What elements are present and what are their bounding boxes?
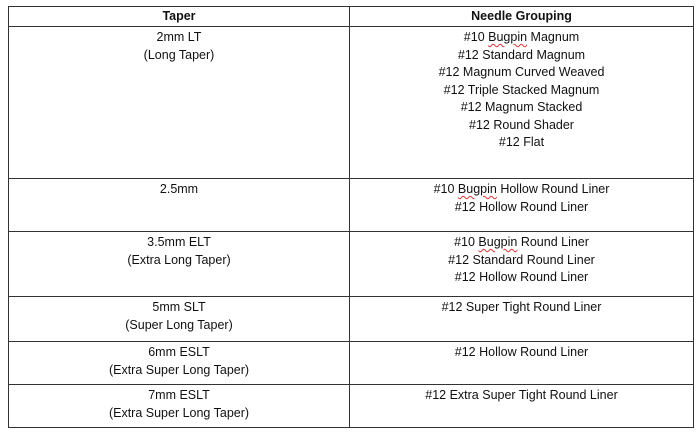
taper-description: (Extra Long Taper) <box>127 252 231 267</box>
taper-needle-table <box>8 6 694 428</box>
table-row <box>9 385 694 428</box>
taper-size: 3.5mm ELT <box>147 235 211 249</box>
needle-cell <box>350 385 694 428</box>
taper-size: 7mm ESLT <box>148 388 210 402</box>
needle-cell <box>350 342 694 385</box>
needle-text-spellcheck: Bugpin <box>478 235 518 249</box>
needle-text: #10 <box>454 235 479 249</box>
header-taper: Taper <box>9 7 350 27</box>
needle-text: Hollow Round Liner <box>496 182 610 196</box>
needle-item <box>354 234 689 252</box>
taper-cell <box>9 179 350 232</box>
taper-cell <box>9 385 350 428</box>
needle-text: #10 <box>463 30 489 44</box>
table-row <box>9 232 694 297</box>
taper-size: 6mm ESLT <box>148 345 210 359</box>
needle-cell <box>350 179 694 232</box>
needle-item: #12 Standard Magnum <box>457 47 586 62</box>
needle-cell <box>350 297 694 342</box>
needle-text: #10 <box>433 182 458 196</box>
needle-item: #12 Hollow Round Liner <box>454 270 589 284</box>
table-row <box>9 342 694 385</box>
needle-item: #12 Flat <box>498 135 545 149</box>
needle-text-spellcheck: Bugpin <box>457 182 497 196</box>
needle-item: #12 Triple Stacked Magnum <box>443 82 600 97</box>
needle-item: #12 Round Shader <box>469 117 574 132</box>
needle-item: #12 Magnum Stacked <box>460 100 583 114</box>
table-row <box>9 27 694 179</box>
table-row <box>9 297 694 342</box>
needle-item: #12 Standard Round Liner <box>448 252 595 267</box>
taper-size: 2.5mm <box>159 182 199 196</box>
taper-description: (Extra Super Long Taper) <box>108 362 250 377</box>
taper-cell <box>9 342 350 385</box>
needle-text: Round Liner <box>517 235 589 249</box>
needle-item: #12 Super Tight Round Liner <box>441 300 602 314</box>
needle-item: #12 Extra Super Tight Round Liner <box>425 388 618 402</box>
table-row <box>9 179 694 232</box>
taper-cell <box>9 232 350 297</box>
needle-item: #12 Hollow Round Liner <box>454 345 589 359</box>
header-row <box>9 7 694 27</box>
taper-cell <box>9 297 350 342</box>
needle-item <box>354 181 689 199</box>
needle-item: #12 Magnum Curved Weaved <box>438 65 605 79</box>
taper-size: 5mm SLT <box>152 300 206 314</box>
needle-text: Magnum <box>527 30 580 44</box>
needle-item: #12 Hollow Round Liner <box>454 199 589 214</box>
taper-description: (Super Long Taper) <box>125 317 233 332</box>
header-needle-grouping: Needle Grouping <box>350 7 694 27</box>
taper-description: (Long Taper) <box>143 47 215 62</box>
needle-cell <box>350 27 694 179</box>
needle-cell <box>350 232 694 297</box>
taper-cell <box>9 27 350 179</box>
taper-description: (Extra Super Long Taper) <box>108 405 250 420</box>
needle-text-spellcheck: Bugpin <box>488 30 528 44</box>
taper-size: 2mm LT <box>156 30 202 44</box>
needle-item <box>354 29 689 47</box>
